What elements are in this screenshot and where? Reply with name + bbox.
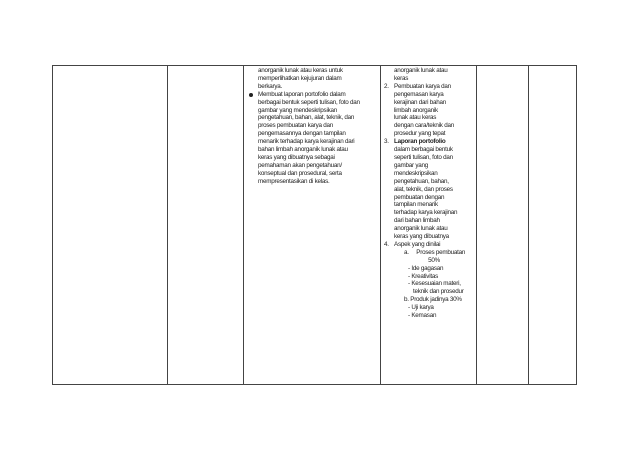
- bullet-line: pengetahuan, bahan, alat, teknik, dan: [258, 114, 355, 122]
- col3-bullet: [248, 91, 376, 186]
- bullet-line: Membuat laporan portofolio dalam: [258, 90, 346, 98]
- item-line: gambar yang: [394, 161, 429, 169]
- cell-col4: [381, 66, 477, 385]
- item-line: keras yang dibuatnya: [394, 233, 449, 241]
- aspect-sub-item: - Kemasan: [408, 312, 437, 320]
- item-number: 2.: [384, 82, 389, 90]
- item-line: mendeskripsikan: [394, 169, 438, 177]
- cell-col5: [477, 66, 529, 385]
- bullet-line: menarik terhadap karya kerajinan dari: [258, 138, 355, 146]
- col4-item-2: [384, 83, 474, 138]
- item-title: Laporan portofolio: [394, 138, 446, 146]
- bullet-line: gambar yang mendeskripsikan: [258, 106, 338, 114]
- bullet-line: pengemasannya dengan tampilan: [258, 130, 346, 138]
- aspect-a-label: a.: [404, 248, 409, 256]
- item-line: anorganik lunak atau: [394, 225, 448, 233]
- bullet-line: pemahaman akan pengetahuan/: [258, 161, 342, 169]
- col3-lead-line: memperlihatkan kejujuran dalam: [258, 74, 342, 82]
- item-line: limbah anorganik: [394, 106, 438, 114]
- item-line: terhadap karya kerajinan: [394, 209, 458, 217]
- item-line: pengetahuan, bahan,: [394, 177, 449, 185]
- item-line: dari bahan limbah: [394, 217, 440, 225]
- aspect-a-text: Proses pembuatan: [416, 248, 466, 256]
- aspect-sub-item: teknik dan prosedur: [413, 288, 464, 296]
- col4-lead-line: keras: [394, 74, 409, 82]
- bullet-line: bahan limbah anorganik lunak atau: [258, 146, 348, 154]
- item-line: lunak atau keras: [394, 114, 437, 122]
- document-table: [52, 65, 577, 385]
- col4-lead-line: anorganik lunak atau: [394, 67, 448, 74]
- col4-item-3: [384, 138, 474, 241]
- aspect-sub-item: - Kesesuaian materi,: [408, 280, 461, 288]
- item-line: pembuatan dengan: [394, 193, 445, 201]
- bullet-line: mempresentasikan di kelas.: [258, 177, 330, 185]
- cell-col1: [53, 66, 168, 385]
- aspect-b: b. Produk jadinya 30%: [404, 296, 462, 304]
- item-line: pengemasan karya: [394, 90, 444, 98]
- bullet-icon: [249, 93, 253, 97]
- col3-lead-line: berkarya.: [258, 82, 282, 90]
- aspect-a: [394, 249, 474, 257]
- cell-col3: [244, 66, 381, 385]
- item-number: 4.: [384, 240, 389, 248]
- item-line: prosedur yang tepat: [394, 130, 446, 138]
- item-line: dengan cara/teknik dan: [394, 122, 454, 130]
- aspect-sub-item: - Ide gagasan: [408, 264, 444, 272]
- bullet-line: keras yang dibuatnya sebagai: [258, 153, 335, 161]
- item-line: Pembuatan karya dan: [394, 82, 451, 90]
- item-line: alat, teknik, dan proses: [394, 185, 453, 193]
- item-line: dalam berbagai bentuk: [394, 146, 453, 154]
- item-line: kerajinan dari bahan: [394, 98, 447, 106]
- aspect-sub-item: - Uji karya: [408, 304, 434, 312]
- col4-item-4: [384, 241, 474, 320]
- col3-lead-line: anorganik lunak atau keras untuk: [258, 67, 343, 74]
- cell-col2: [168, 66, 244, 385]
- item-line: seperti tulisan, foto dan: [394, 153, 453, 161]
- aspect-sub-item: - Kreativitas: [408, 272, 438, 280]
- cell-col6: [529, 66, 577, 385]
- aspect-a-percent: 50%: [428, 256, 440, 264]
- bullet-line: berbagai bentuk seperti tulisan, foto dan: [258, 98, 360, 106]
- item-title: Aspek yang dinilai: [394, 240, 441, 248]
- item-line: tampilan menarik: [394, 201, 438, 209]
- bullet-line: proses pembuatan karya dan: [258, 122, 334, 130]
- item-number: 3.: [384, 138, 389, 146]
- table-row: [53, 66, 577, 385]
- bullet-line: konseptual dan prosedural, serta: [258, 169, 342, 177]
